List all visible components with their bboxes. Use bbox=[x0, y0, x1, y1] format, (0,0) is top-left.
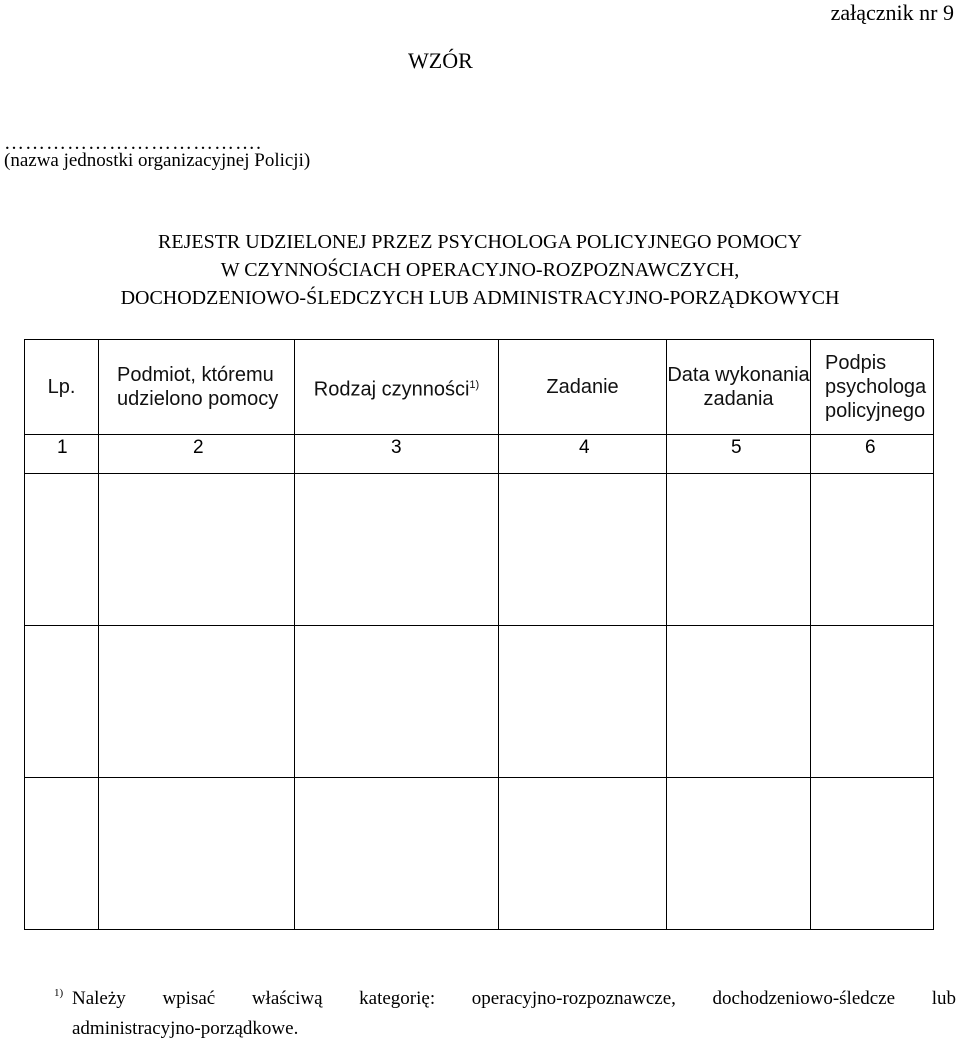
table-row bbox=[25, 778, 934, 930]
header-activity-type bbox=[295, 340, 499, 435]
entry-cell[interactable] bbox=[25, 778, 99, 930]
title-line-1: REJESTR UDZIELONEJ PRZEZ PSYCHOLOGA POLICYJNEGO POMOCY bbox=[158, 231, 802, 253]
footnote-word: wpisać bbox=[162, 988, 216, 1009]
annex-label: załącznik nr 9 bbox=[830, 0, 954, 25]
header-signature: Podpis psychologa policyjnego bbox=[811, 340, 934, 435]
entry-cell[interactable] bbox=[99, 778, 295, 930]
entry-cell[interactable] bbox=[295, 778, 499, 930]
document-title bbox=[0, 228, 960, 312]
header-task: Zadanie bbox=[499, 340, 667, 435]
footnote bbox=[54, 984, 956, 1044]
table-header-row bbox=[25, 340, 934, 435]
title-line-2: W CZYNNOŚCIACH OPERACYJNO-ROZPOZNAWCZYCH, bbox=[220, 259, 740, 281]
entry-cell[interactable] bbox=[295, 474, 499, 626]
template-label: WZÓR bbox=[408, 48, 473, 73]
column-number: 1 bbox=[25, 435, 99, 474]
column-number: 3 bbox=[295, 435, 499, 474]
header-subject: Podmiot, któremu udzielono pomocy bbox=[99, 340, 295, 435]
entry-cell[interactable] bbox=[499, 474, 667, 626]
footnote-word: Należy bbox=[72, 988, 126, 1009]
column-number: 2 bbox=[99, 435, 295, 474]
footnote-reference: 1) bbox=[469, 378, 480, 391]
entry-cell[interactable] bbox=[667, 778, 811, 930]
register-table bbox=[24, 339, 934, 930]
column-number: 6 bbox=[811, 435, 934, 474]
entry-cell[interactable] bbox=[99, 626, 295, 778]
footnote-word: operacyjno-rozpoznawcze, bbox=[471, 988, 676, 1009]
entry-cell[interactable] bbox=[667, 474, 811, 626]
entry-cell[interactable] bbox=[99, 474, 295, 626]
footnote-word: kategorię: bbox=[359, 988, 436, 1009]
title-line-3: DOCHODZENIOWO-ŚLEDCZYCH LUB ADMINISTRACYJNO-PORZĄDKOWYCH bbox=[120, 287, 840, 309]
header-date: Data wykonania zadania bbox=[667, 340, 811, 435]
column-number: 5 bbox=[667, 435, 811, 474]
entry-cell[interactable] bbox=[811, 474, 934, 626]
column-number: 4 bbox=[499, 435, 667, 474]
column-number-row bbox=[25, 435, 934, 474]
header-lp: Lp. bbox=[25, 340, 99, 435]
entry-cell[interactable] bbox=[811, 778, 934, 930]
entry-cell[interactable] bbox=[25, 626, 99, 778]
entry-cell[interactable] bbox=[667, 626, 811, 778]
entry-cell[interactable] bbox=[811, 626, 934, 778]
footnote-word: lub bbox=[931, 988, 956, 1009]
footnote-word: dochodzeniowo-śledcze bbox=[712, 988, 896, 1009]
footnote-line-1 bbox=[72, 984, 956, 1014]
header-activity-type-label: Rodzaj czynności bbox=[313, 378, 470, 401]
entry-cell[interactable] bbox=[499, 778, 667, 930]
footnote-mark: 1) bbox=[54, 987, 64, 999]
table-row bbox=[25, 474, 934, 626]
entry-cell[interactable] bbox=[25, 474, 99, 626]
entry-cell[interactable] bbox=[499, 626, 667, 778]
footnote-line-2: administracyjno-porządkowe. bbox=[72, 1018, 299, 1039]
entry-cell[interactable] bbox=[295, 626, 499, 778]
table-row bbox=[25, 626, 934, 778]
unit-name-caption: (nazwa jednostki organizacyjnej Policji) bbox=[4, 150, 311, 171]
unit-name-placeholder: ………………………………. bbox=[4, 132, 262, 154]
footnote-word: właściwą bbox=[251, 988, 323, 1009]
